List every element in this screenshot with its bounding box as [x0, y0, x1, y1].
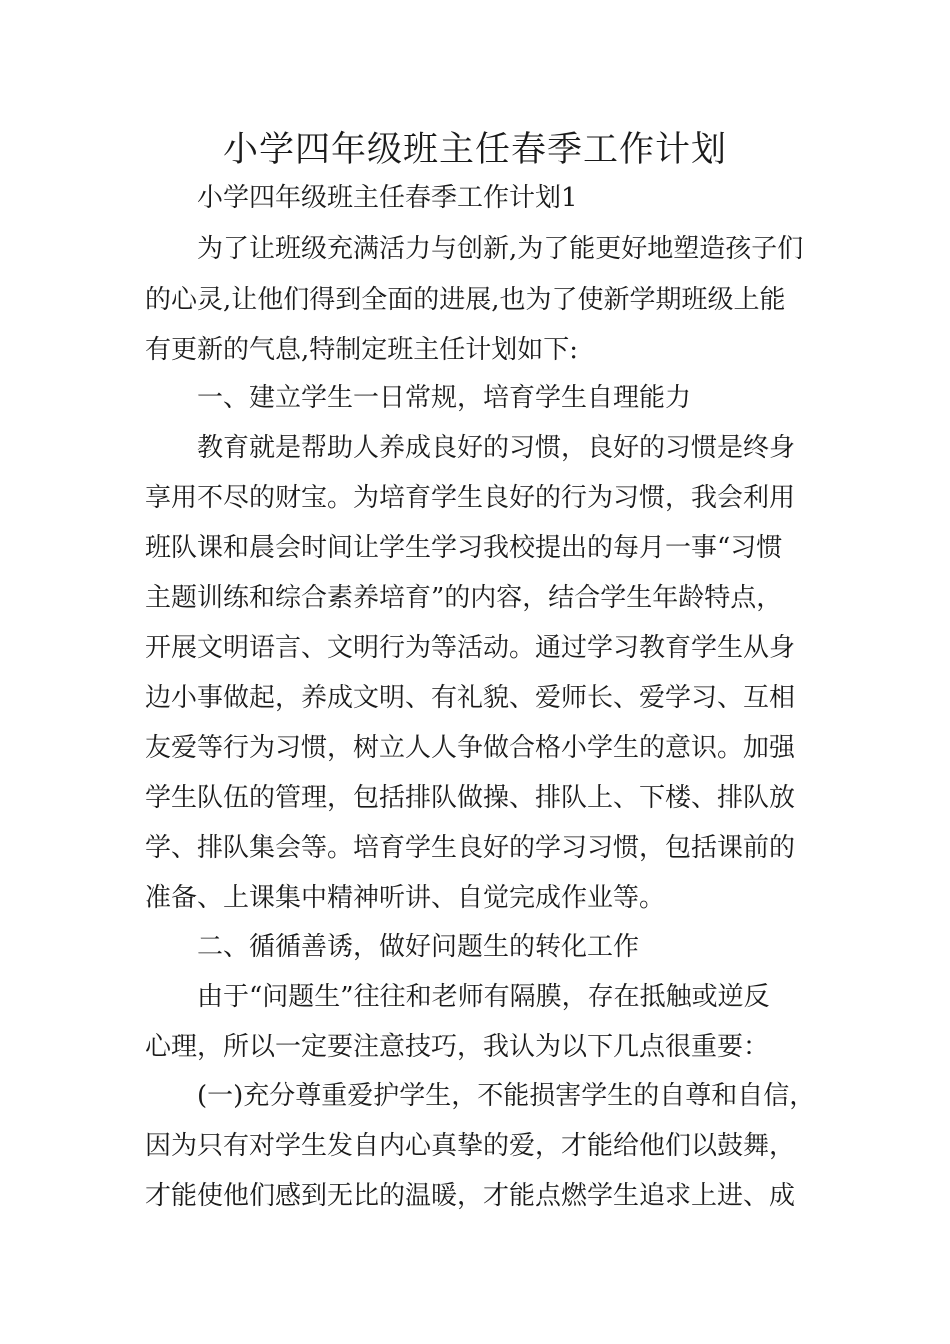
subtitle-line: 小学四年级班主任春季工作计划1	[197, 183, 578, 213]
paragraph-line: 边小事做起，养成文明、有礼貌、爱师长、爱学习、互相	[145, 683, 796, 713]
paragraph-line: 友爱等行为习惯，树立人人争做合格小学生的意识。加强	[145, 733, 796, 763]
paragraph-line: 因为只有对学生发自内心真挚的爱，才能给他们以鼓舞，	[145, 1131, 796, 1161]
paragraph-line: 主题训练和综合素养培育”的内容，结合学生年龄特点，	[145, 583, 783, 613]
paragraph-line: 享用不尽的财宝。为培育学生良好的行为习惯，我会利用	[145, 483, 796, 513]
paragraph-line: 心理，所以一定要注意技巧，我认为以下几点很重要：	[145, 1032, 770, 1062]
document-title: 小学四年级班主任春季工作计划	[222, 130, 727, 170]
paragraph-line: 班队课和晨会时间让学生学习我校提出的每月一事“习惯	[145, 533, 783, 563]
paragraph-line: 教育就是帮助人养成良好的习惯，良好的习惯是终身	[197, 433, 796, 463]
section-heading: 二、循循善诱，做好问题生的转化工作	[197, 932, 640, 962]
paragraph-line: (一)充分尊重爱护学生，不能损害学生的自尊和自信，	[197, 1081, 816, 1111]
paragraph-line: 的心灵,让他们得到全面的进展,也为了使新学期班级上能	[145, 285, 786, 315]
paragraph-line: 才能使他们感到无比的温暖，才能点燃学生追求上进、成	[145, 1181, 796, 1211]
paragraph-line: 有更新的气息,特制定班主任计划如下:	[145, 335, 579, 365]
paragraph-line: 开展文明语言、文明行为等活动。通过学习教育学生从身	[145, 633, 796, 663]
paragraph-line: 学、排队集会等。培育学生良好的学习习惯，包括课前的	[145, 833, 796, 863]
paragraph-line: 为了让班级充满活力与创新,为了能更好地塑造孩子们	[197, 234, 804, 264]
paragraph-line: 准备、上课集中精神听讲、自觉完成作业等。	[145, 883, 666, 913]
paragraph-line: 学生队伍的管理，包括排队做操、排队上、下楼、排队放	[145, 783, 796, 813]
section-heading: 一、建立学生一日常规，培育学生自理能力	[197, 383, 692, 413]
paragraph-line: 由于“问题生”往往和老师有隔膜，存在抵触或逆反	[197, 982, 770, 1012]
